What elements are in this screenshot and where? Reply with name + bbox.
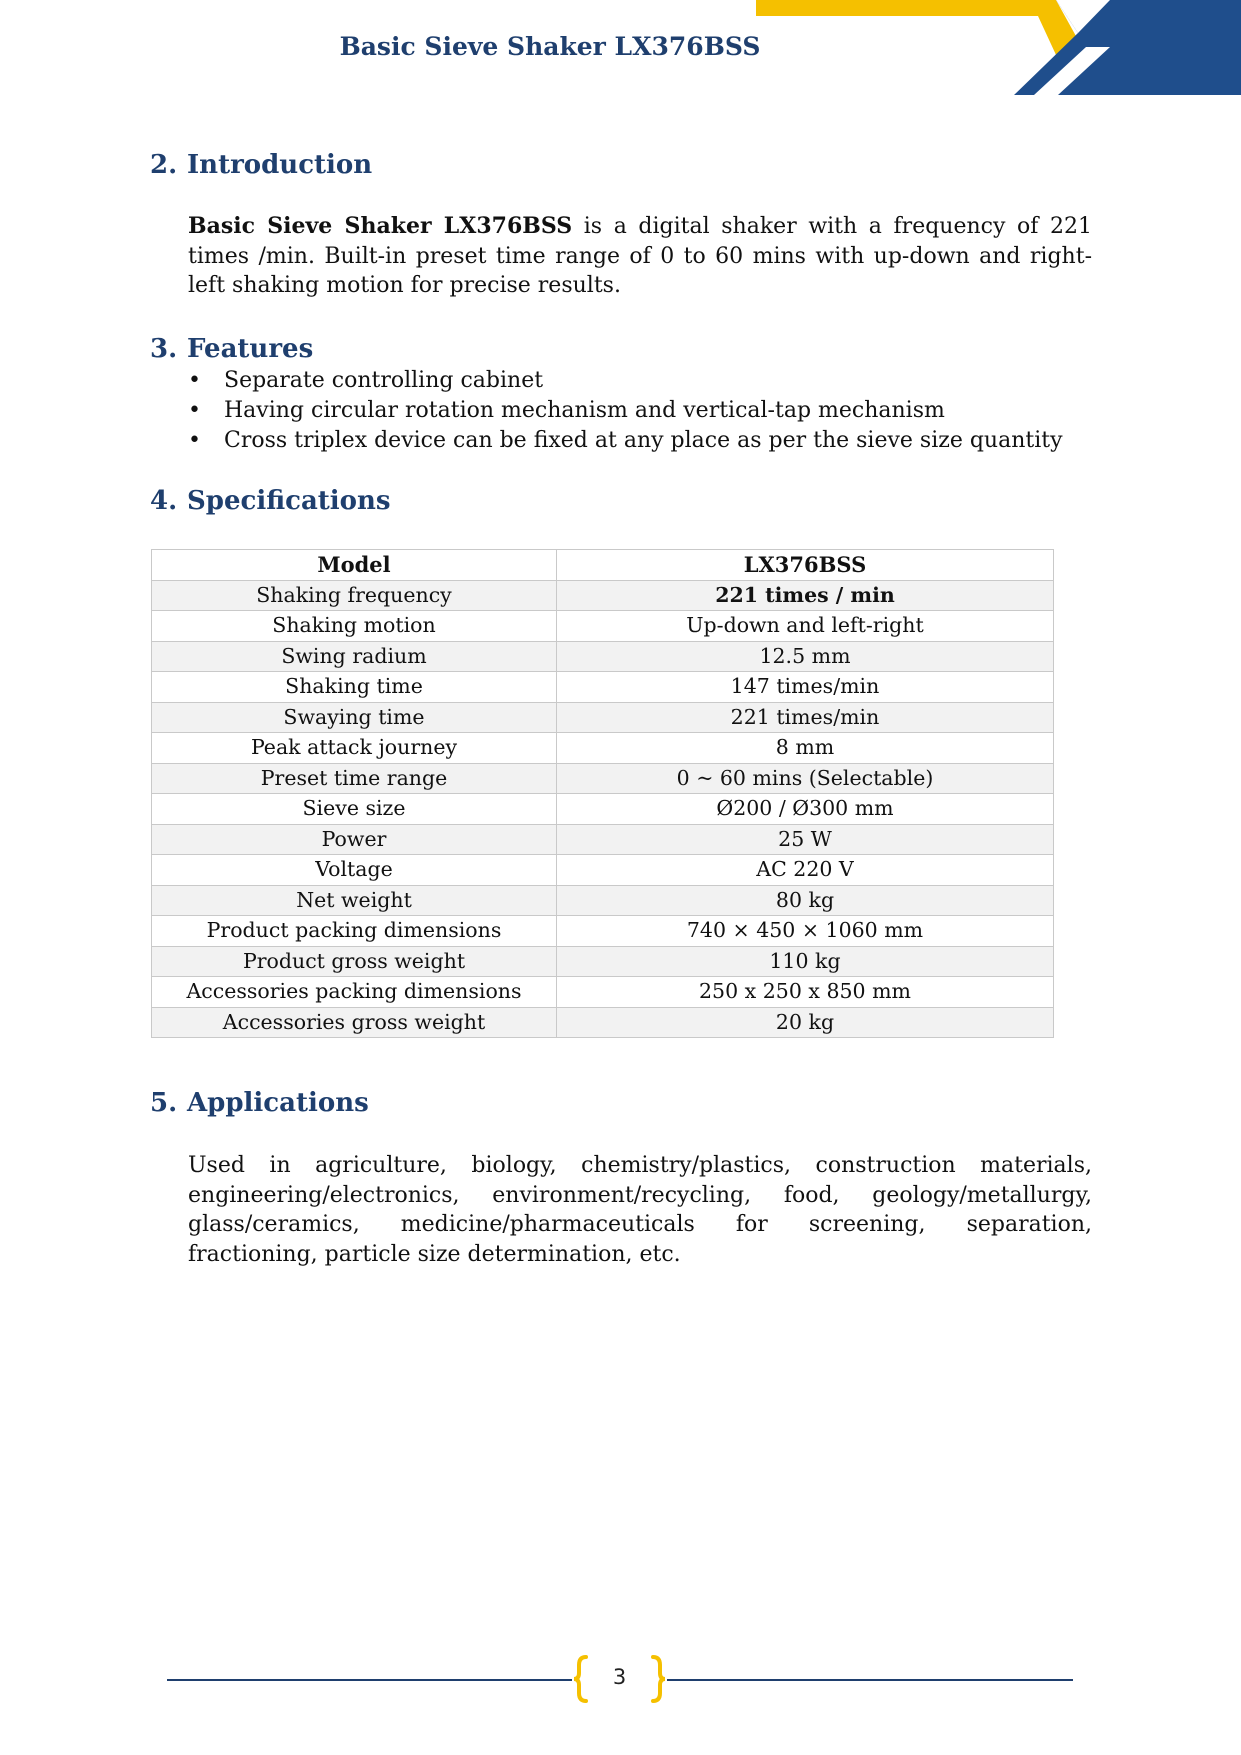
spec-value: 0 ~ 60 mins (Selectable) — [557, 763, 1054, 794]
spec-label: Net weight — [152, 885, 557, 916]
section-heading-features — [150, 334, 313, 364]
section-title: Features — [187, 334, 314, 364]
intro-text: is a digital shaker with a frequency of 221 times /min. Built-in preset time range of 0 to 60 mins with up-down and right-left shaking motion for precise results. — [188, 214, 1092, 298]
spec-value: 25 W — [557, 824, 1054, 855]
section-title: Specifications — [187, 486, 391, 516]
spec-value: 250 x 250 x 850 mm — [557, 977, 1054, 1008]
spec-value: 147 times/min — [557, 672, 1054, 703]
spec-value: 221 times / min — [557, 580, 1054, 611]
table-row — [152, 672, 1054, 703]
feature-text: Having circular rotation mechanism and vertical-tap mechanism — [224, 398, 945, 423]
table-row — [152, 702, 1054, 733]
spec-label: Peak attack journey — [152, 733, 557, 764]
spec-label: Preset time range — [152, 763, 557, 794]
spec-label: Accessories gross weight — [152, 1007, 557, 1038]
header-decoration — [756, 0, 1241, 95]
spec-label: Accessories packing dimensions — [152, 977, 557, 1008]
applications-paragraph: Used in agriculture, biology, chemistry/plastics, construction materials, engineering/electronics, environment/recycling, food, geology/metallurgy, glass/ceramics, medicine/pharmaceuticals for screening, separation, fractioning, particle size determination, etc. — [188, 1153, 1092, 1267]
section-number: 5. — [150, 1088, 178, 1118]
spec-value: Up-down and left-right — [557, 611, 1054, 642]
table-row — [152, 611, 1054, 642]
table-row — [152, 733, 1054, 764]
section-number: 2. — [150, 150, 178, 180]
spec-value: 221 times/min — [557, 702, 1054, 733]
spec-label: Product packing dimensions — [152, 916, 557, 947]
spec-label: Shaking motion — [152, 611, 557, 642]
table-header-row — [152, 550, 1054, 581]
bullet-icon: • — [188, 428, 201, 453]
spec-value: Ø200 / Ø300 mm — [557, 794, 1054, 825]
bullet-icon: • — [188, 398, 201, 423]
spec-value: 20 kg — [557, 1007, 1054, 1038]
table-row — [152, 885, 1054, 916]
list-item — [188, 366, 1063, 396]
specifications-table — [151, 549, 1054, 1038]
spec-value: 110 kg — [557, 946, 1054, 977]
spec-label: Power — [152, 824, 557, 855]
spec-value: 740 × 450 × 1060 mm — [557, 916, 1054, 947]
table-row — [152, 1007, 1054, 1038]
footer-divider-right — [667, 1679, 1073, 1681]
section-title: Introduction — [187, 150, 373, 180]
table-row — [152, 641, 1054, 672]
list-item — [188, 396, 1063, 426]
table-header-cell: LX376BSS — [557, 550, 1054, 581]
section-heading-specifications — [150, 486, 391, 516]
spec-value: AC 220 V — [557, 855, 1054, 886]
spec-value: 80 kg — [557, 885, 1054, 916]
spec-label: Sieve size — [152, 794, 557, 825]
footer-divider-left — [167, 1679, 572, 1681]
intro-bold-lead: Basic Sieve Shaker LX376BSS — [188, 213, 573, 239]
table-row — [152, 916, 1054, 947]
bullet-icon: • — [188, 368, 201, 393]
spec-value: 8 mm — [557, 733, 1054, 764]
table-row — [152, 977, 1054, 1008]
spec-label: Swaying time — [152, 702, 557, 733]
section-heading-applications — [150, 1088, 369, 1118]
spec-label: Shaking frequency — [152, 580, 557, 611]
document-title: Basic Sieve Shaker LX376BSS — [339, 32, 761, 61]
spec-label: Shaking time — [152, 672, 557, 703]
table-row — [152, 946, 1054, 977]
introduction-paragraph — [188, 212, 1092, 301]
spec-value: 12.5 mm — [557, 641, 1054, 672]
spec-label: Swing radium — [152, 641, 557, 672]
table-row — [152, 763, 1054, 794]
spec-label: Voltage — [152, 855, 557, 886]
table-header-cell: Model — [152, 550, 557, 581]
page-number: 3 — [612, 1665, 627, 1689]
table-row — [152, 794, 1054, 825]
section-heading-introduction — [150, 150, 372, 180]
section-title: Applications — [187, 1088, 369, 1118]
section-number: 3. — [150, 334, 178, 364]
table-row — [152, 824, 1054, 855]
features-list — [188, 366, 1063, 456]
list-item — [188, 426, 1063, 456]
feature-text: Separate controlling cabinet — [224, 368, 544, 393]
feature-text: Cross triplex device can be fixed at any place as per the sieve size quantity — [224, 428, 1063, 453]
spec-label: Product gross weight — [152, 946, 557, 977]
section-number: 4. — [150, 486, 178, 516]
page-number-badge — [572, 1655, 667, 1703]
table-row — [152, 580, 1054, 611]
table-row — [152, 855, 1054, 886]
